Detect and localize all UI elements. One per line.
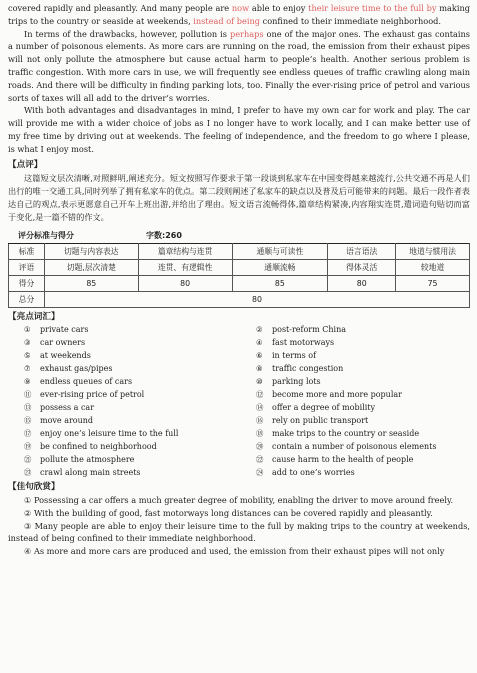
vocab-number: ① [24, 324, 31, 334]
highlighted-text: instead of being [193, 15, 261, 26]
vocab-item [24, 363, 256, 374]
word-count: 字数:260 [146, 230, 182, 240]
vocab-text: contain a number of poisonous elements [272, 441, 437, 451]
vocab-item [24, 454, 256, 465]
vocab-text: make trips to the country or seaside [272, 428, 420, 438]
row-label: 得分 [9, 275, 45, 291]
vocab-item [256, 402, 477, 413]
vocab-number: ⑭ [256, 402, 264, 412]
vocab-text: move around [40, 415, 94, 425]
table-row [9, 259, 470, 275]
vocab-item [24, 324, 256, 335]
row-label: 评语 [9, 259, 45, 275]
vocab-item [24, 376, 256, 387]
essay-text: making trips to the country or seaside at weekends, [8, 3, 470, 26]
table-row [9, 291, 470, 307]
vocab-text: parking lots [272, 376, 321, 386]
comment-text: 这篇短文层次清晰,对照鲜明,阐述充分。短文按照写作要求于第一段谈到私家车在中国变得越来越流行,公共交通不再是人们出行的唯一交通工具,同时列举了拥有私家车的优点。第二段则阐述了私家车的缺点以及普及后可能带来的问题。最后一段作者表达自己的观点,表示更愿意自己开车上班出游,并给出了理由。短文语言流畅得体,篇章结构紧凑,内容翔实连贯,遣词造句贴切而富于变化,是一篇不错的作文。 [8, 172, 470, 222]
vocab-text: exhaust gas/pipes [40, 363, 113, 373]
vocab-text: ever-rising price of petrol [40, 389, 145, 399]
vocab-item [256, 363, 477, 374]
vocab-number: ㉓ [24, 467, 32, 477]
sentences-heading: 【佳句欣赏】 [8, 481, 60, 492]
table-row [9, 243, 470, 259]
criterion-cell: 篇章结构与连贯 [138, 243, 232, 259]
comment-cell: 连贯、有逻辑性 [138, 259, 232, 275]
vocab-item [256, 376, 477, 387]
highlighted-text: their leisure time to the full by [308, 3, 437, 13]
vocab-number: ⑮ [24, 415, 32, 425]
comment-heading: 【点评】 [8, 159, 43, 170]
essay-text: In terms of the drawbacks, however, pollution is [24, 28, 230, 39]
vocab-item [24, 402, 256, 413]
vocab-text: become more and more popular [272, 389, 402, 399]
comment-cell: 切题,层次清楚 [44, 259, 138, 275]
vocab-text: car owners [40, 337, 86, 347]
vocab-number: ⑩ [256, 376, 263, 386]
score-cell: 75 [396, 275, 470, 291]
vocab-text: pollute the atmosphere [40, 454, 135, 464]
criterion-cell: 通顺与可读性 [232, 243, 328, 259]
vocab-number: ㉑ [24, 454, 32, 464]
vocab-item [256, 428, 477, 439]
vocab-item [24, 337, 256, 348]
vocab-number: ⑯ [256, 415, 264, 425]
score-cell: 80 [328, 275, 396, 291]
vocab-text: enjoy one’s leisure time to the full [40, 428, 179, 438]
vocab-number: ⑨ [24, 376, 31, 386]
scoring-title: 评分标准与得分 [18, 230, 74, 240]
vocab-number: ⑱ [256, 428, 264, 438]
scoring-title-bar [8, 230, 470, 242]
essay-paragraph-2 [8, 28, 470, 105]
vocab-number: ② [256, 324, 263, 334]
vocab-item [24, 415, 256, 426]
score-cell: 85 [44, 275, 138, 291]
sentence-item: ③ Many people are able to enjoy their leisure time to the full by making trips to the country at weekends, instead of being confined to their immediate neighborhood. [8, 520, 470, 544]
vocab-text: at weekends [40, 350, 91, 360]
vocab-text: post-reform China [272, 324, 347, 334]
comment-cell: 较地道 [396, 259, 470, 275]
scoring-table [8, 243, 470, 308]
vocab-text: cause harm to the health of people [272, 454, 414, 464]
vocab-item [24, 467, 256, 478]
essay-text: able to enjoy [249, 3, 309, 13]
sentence-item: ① Possessing a car offers a much greater degree of mobility, enabling the driver to move around freely. [24, 494, 454, 505]
vocab-item [256, 441, 477, 452]
vocab-item [24, 350, 256, 361]
vocab-number: ⑰ [24, 428, 32, 438]
vocab-text: rely on public transport [272, 415, 369, 425]
essay-text: one of the major ones. The exhaust gas contains a number of poisonous elements. As more cars are running on the road, the emission from their exhaust pipes will not only pollute the atmosphere but cause actual harm to people’s health. Another serious problem is traffic congestion. With more cars in use, we will frequently see endless queues of traffic crawling along main roads. And there will be difficulty in finding parking lots, too. Finally the ever-rising price of petrol and various sorts of taxes will all add to the driver’s worries. [8, 28, 470, 103]
vocab-heading: 【亮点词汇】 [8, 311, 60, 322]
vocab-item [256, 350, 477, 361]
criterion-cell: 切题与内容表达 [44, 243, 138, 259]
comment-cell: 通顺流畅 [232, 259, 328, 275]
vocab-number: ③ [24, 337, 31, 347]
vocab-number: ㉒ [256, 454, 264, 464]
vocab-text: possess a car [40, 402, 95, 412]
vocab-text: fast motorways [272, 337, 335, 347]
vocab-item [256, 415, 477, 426]
vocab-text: add to one’s worries [272, 467, 355, 477]
highlighted-text: perhaps [229, 28, 264, 39]
row-label: 总分 [9, 291, 45, 307]
vocab-number: ⑲ [24, 441, 32, 451]
sentence-item: ② With the building of good, fast motorways long distances can be covered rapidly and pleasantly. [24, 507, 433, 518]
document-page [8, 2, 470, 558]
vocab-item [256, 324, 477, 335]
vocab-list [24, 324, 470, 478]
table-row [9, 275, 470, 291]
vocab-text: be confined to neighborhood [40, 441, 157, 451]
vocab-number: ⑥ [256, 350, 263, 360]
vocab-number: ⑤ [24, 350, 31, 360]
essay-text: covered rapidly and pleasantly. And many people are [8, 3, 232, 13]
vocab-text: traffic congestion [272, 363, 344, 373]
vocab-number: ⑬ [24, 402, 32, 412]
score-cell: 85 [232, 275, 328, 291]
vocab-item [256, 467, 477, 478]
sentence-item: ④ As more and more cars are produced and used, the emission from their exhaust pipes will not only [24, 546, 445, 557]
essay-paragraph-1 [8, 2, 470, 28]
vocab-item [256, 337, 477, 348]
vocab-text: in terms of [272, 350, 317, 360]
vocab-item [24, 389, 256, 400]
vocab-text: private cars [40, 324, 89, 334]
total-score-cell: 80 [44, 291, 469, 307]
vocab-number: ⑦ [24, 363, 31, 373]
row-label: 标准 [9, 243, 45, 259]
vocab-item [24, 441, 256, 452]
vocab-number: ⑪ [24, 389, 32, 399]
vocab-item [24, 428, 256, 439]
vocab-text: crawl along main streets [40, 467, 141, 477]
comment-cell: 得体灵活 [328, 259, 396, 275]
essay-paragraph-3: With both advantages and disadvantages in mind, I prefer to have my own car for work and play. The car will provide me with a wider choice of jobs as I no longer have to work locally, and I can make better use of my free time by driving out at weekends. The feeling of independence, and the freedom to go where I please, is what I enjoy most. [8, 105, 470, 154]
vocab-item [256, 389, 477, 400]
vocab-number: ⑫ [256, 389, 264, 399]
criterion-cell: 地道与惯用法 [396, 243, 470, 259]
vocab-text: offer a degree of mobility [272, 402, 375, 412]
essay-text: confined to their immediate neighborhood. [260, 15, 441, 26]
vocab-text: endless queues of cars [40, 376, 133, 386]
vocab-number: ⑳ [256, 441, 264, 451]
vocab-item [256, 454, 477, 465]
criterion-cell: 语言语法 [328, 243, 396, 259]
highlighted-text: now [231, 3, 250, 13]
score-cell: 80 [138, 275, 232, 291]
vocab-number: ⑧ [256, 363, 263, 373]
vocab-number: ④ [256, 337, 263, 347]
vocab-number: ㉔ [256, 467, 264, 477]
